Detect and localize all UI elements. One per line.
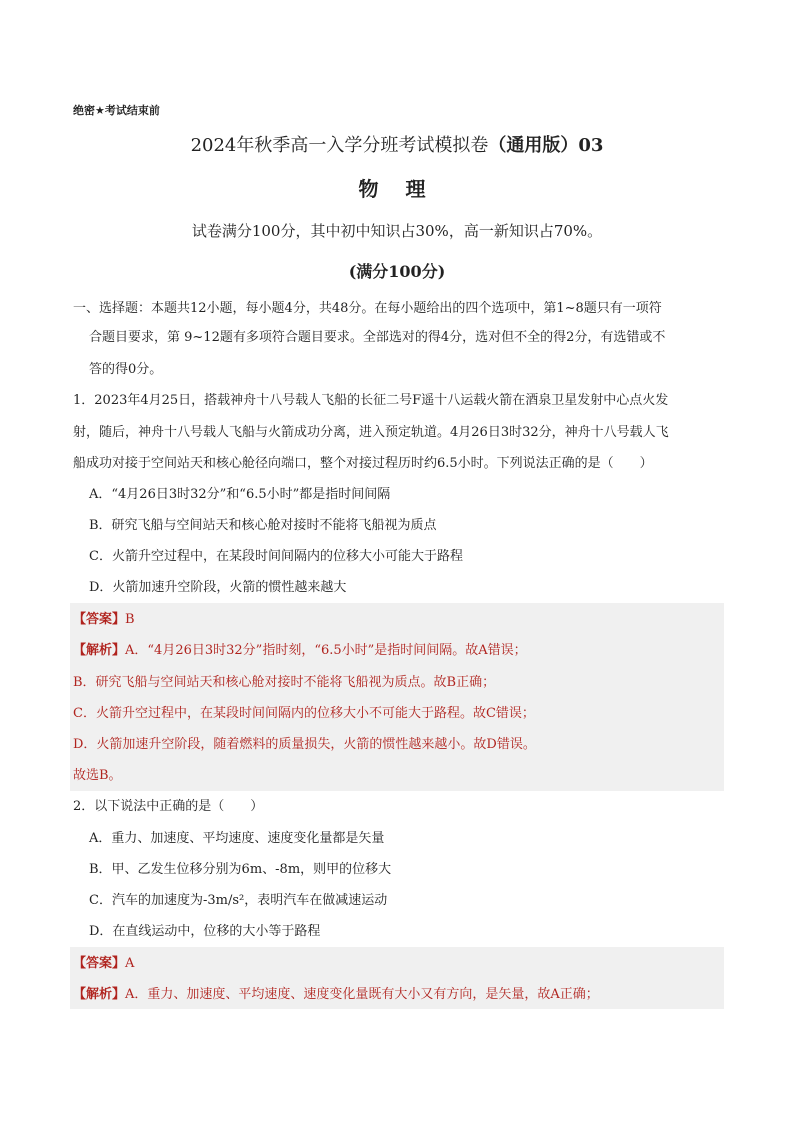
analysis-conclusion: 故选B。 <box>73 768 122 783</box>
analysis-line: B．研究飞船与空间站天和核心舱对接时不能将飞船视为质点。故B正确； <box>73 675 496 690</box>
answer-tag: 【答案】 <box>73 612 126 627</box>
analysis-line: C．火箭升空过程中，在某段时间间隔内的位移大小不可能大于路程。故C错误； <box>73 706 535 721</box>
question-2-option-d: D．在直线运动中，位移的大小等于路程 <box>89 924 321 939</box>
question-1-answer <box>73 610 135 630</box>
exam-intro: 试卷满分100分，其中初中知识占30%，高一新知识占70%。 <box>191 222 603 240</box>
analysis-line: A．重力、加速度、平均速度、速度变化量既有大小又有方向，是矢量，故A正确； <box>125 987 599 1002</box>
section-instructions-line: 合题目要求，第 9~12题有多项符合题目要求。全部选对的得4分，选对但不全的得2分，有选错或不 <box>89 330 666 345</box>
question-2-option-b: B．甲、乙发生位移分别为6m、-8m，则甲的位移大 <box>89 862 392 877</box>
question-1-option-a: A．“4月26日3时32分”和“6.5小时”都是指时间间隔 <box>89 487 391 502</box>
question-1-stem: 船成功对接于空间站天和核心舱径向端口，整个对接过程历时约6.5小时。下列说法正确的是（ ） <box>73 456 653 471</box>
secret-label: 绝密★考试结束前 <box>73 104 160 117</box>
subject-title: 物 理 <box>358 177 436 201</box>
question-1-option-b: B．研究飞船与空间站天和核心舱对接时不能将飞船视为质点 <box>89 518 437 533</box>
full-marks: (满分100分) <box>348 262 446 281</box>
question-2-analysis <box>73 985 599 1005</box>
question-1-stem: 射，随后，神舟十八号载人飞船与火箭成功分离，进入预定轨道。4月26日3时32分，神舟十八号载人飞 <box>73 425 669 440</box>
question-2-stem: 2．以下说法中正确的是（ ） <box>73 799 264 814</box>
answer-value: B <box>125 612 135 627</box>
analysis-tag: 【解析】 <box>73 643 126 658</box>
analysis-tag: 【解析】 <box>73 987 126 1002</box>
analysis-line: D．火箭加速升空阶段，随着燃料的质量损失，火箭的惯性越来越小。故D错误。 <box>73 737 536 752</box>
question-1-option-c: C．火箭升空过程中，在某段时间间隔内的位移大小可能大于路程 <box>89 549 463 564</box>
question-2-option-c: C．汽车的加速度为-3m/s²，表明汽车在做减速运动 <box>89 893 388 908</box>
question-2-answer <box>73 954 134 974</box>
exam-title <box>0 133 794 159</box>
question-1-option-d: D．火箭加速升空阶段，火箭的惯性越来越大 <box>89 580 347 595</box>
answer-tag: 【答案】 <box>73 956 126 971</box>
section-instructions-line: 一、选择题：本题共12小题，每小题4分，共48分。在每小题给出的四个选项中，第1~8题只有一项符 <box>73 301 662 316</box>
question-2-option-a: A．重力、加速度、平均速度、速度变化量都是矢量 <box>89 831 385 846</box>
question-1-stem: 1．2023年4月25日，搭载神舟十八号载人飞船的长征二号F遥十八运载火箭在酒泉卫星发射中心点火发 <box>73 393 669 408</box>
exam-title-main: 2024年秋季高一入学分班考试模拟卷 <box>190 135 489 156</box>
exam-title-edition: （通用版）03 <box>488 135 604 156</box>
analysis-line: A．“4月26日3时32分”指时刻，“6.5小时”是指时间间隔。故A错误； <box>125 643 527 658</box>
question-1-answer-box <box>70 603 724 791</box>
answer-value: A <box>125 956 135 971</box>
section-instructions-line: 答的得0分。 <box>89 362 163 377</box>
question-1-analysis <box>73 641 527 661</box>
